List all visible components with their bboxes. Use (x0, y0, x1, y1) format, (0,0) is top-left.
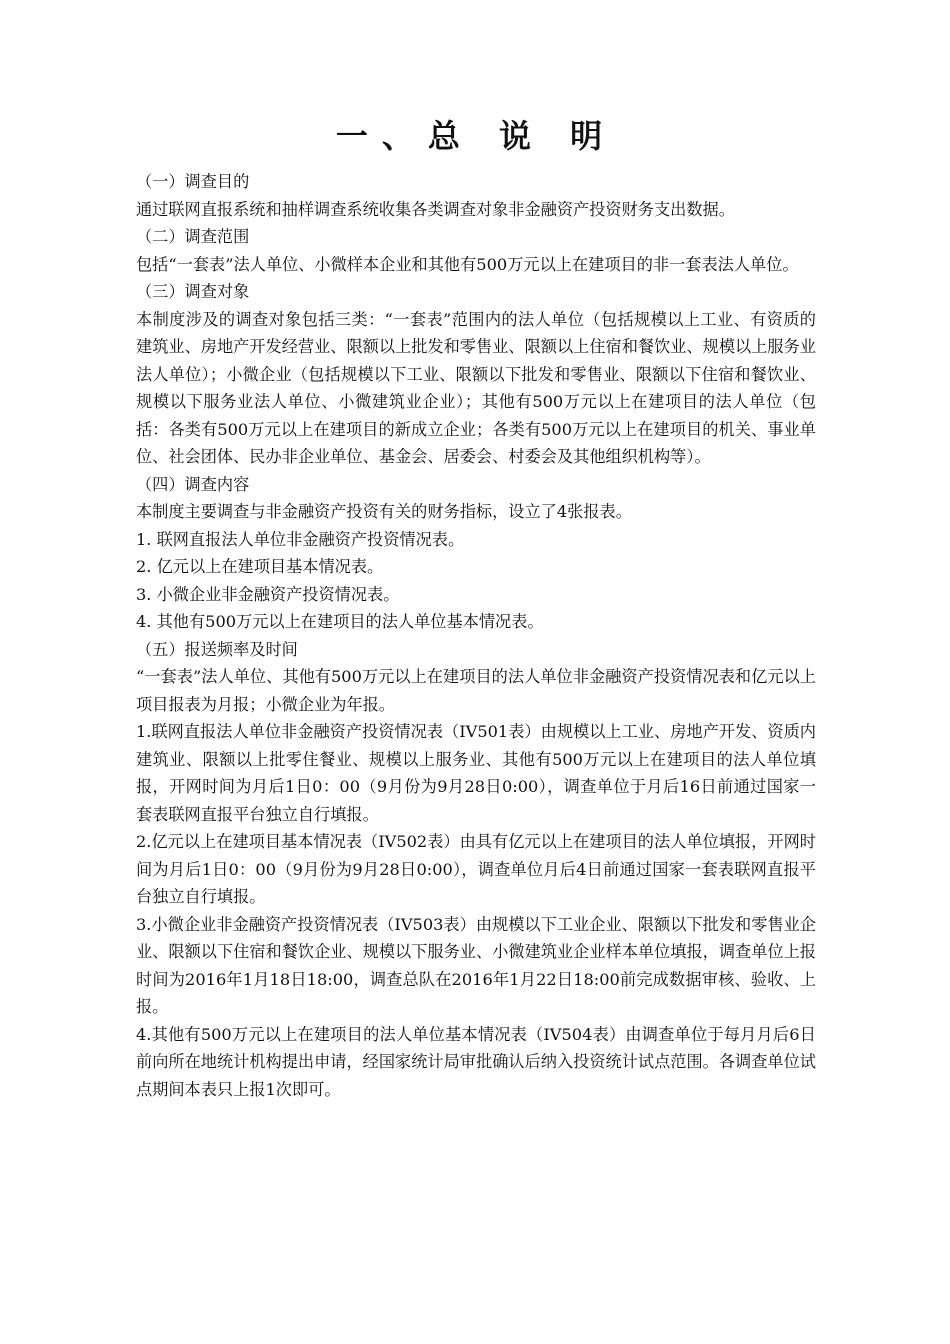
list-item: 3. 小微企业非金融资产投资情况表。 (136, 584, 400, 604)
document-page (136, 110, 816, 1103)
list-item: 4. 其他有500万元以上在建项目的法人单位基本情况表。 (136, 612, 544, 631)
list-item: 1. 联网直报法人单位非金融资产投资情况表。 (136, 529, 465, 549)
section-heading-content: （四）调查内容 (136, 474, 250, 494)
list-item: 2. 亿元以上在建项目基本情况表。 (136, 557, 384, 576)
paragraph-purpose: 通过联网直报系统和抽样调查系统收集各类调查对象非金融资产投资财务支出数据。 (136, 199, 735, 219)
section-heading-scope: （二）调查范围 (136, 227, 250, 246)
paragraph-scope: 包括“一套表”法人单位、小微样本企业和其他有500万元以上在建项目的非一套表法人单位。 (136, 254, 799, 274)
paragraph-content: 本制度主要调查与非金融资产投资有关的财务指标，设立了4张报表。 (136, 502, 632, 521)
paragraph-iv501: 1.联网直报法人单位非金融资产投资情况表（IV501表）由规模以上工业、房地产开发、资质内建筑业、限额以上批零住餐业、规模以上服务业、其他有500万元以上在建项目的法人单位填报，开网时间为月后1日0：00（9月份为9月28日0:00），调查单位于月后16日前通过国家一套表联网直报平台独立自行填报。 (136, 722, 816, 824)
paragraph-objects: 本制度涉及的调查对象包括三类：“一套表”范围内的法人单位（包括规模以上工业、有资质的建筑业、房地产开发经营业、限额以上批发和零售业、限额以上住宿和餐饮业、规模以上服务业法人单位）；小微企业（包括规模以下工业、限额以下批发和零售业、限额以下住宿和餐饮业、规模以下服务业法人单位、小微建筑业企业）；其他有500万元以上在建项目的法人单位（包括：各类有500万元以上在建项目的新成立企业；各类有500万元以上在建项目的机关、事业单位、社会团体、民办非企业单位、基金会、居委会、村委会及其他组织机构等）。 (136, 309, 816, 466)
section-heading-purpose: （一）调查目的 (136, 172, 250, 191)
paragraph-frequency: “一套表”法人单位、其他有500万元以上在建项目的法人单位非金融资产投资情况表和亿元以上项目报表为月报；小微企业为年报。 (136, 667, 816, 714)
paragraph-iv502: 2.亿元以上在建项目基本情况表（IV502表）由具有亿元以上在建项目的法人单位填报，开网时间为月后1日0：00（9月份为9月28日0:00），调查单位月后4日前通过国家一套表联网直报平台独立自行填报。 (136, 832, 816, 906)
section-heading-frequency: （五）报送频率及时间 (136, 639, 298, 659)
section-heading-objects: （三）调查对象 (136, 282, 250, 301)
page-title: 一、总 说 明 (335, 117, 617, 155)
paragraph-iv504: 4.其他有500万元以上在建项目的法人单位基本情况表（IV504表）由调查单位于每月月后6日前向所在地统计机构提出申请，经国家统计局审批确认后纳入投资统计试点范围。各调查单位试点期间本表只上报1次即可。 (136, 1024, 816, 1099)
paragraph-iv503: 3.小微企业非金融资产投资情况表（IV503表）由规模以下工业企业、限额以下批发和零售业企业、限额以下住宿和餐饮企业、规模以下服务业、小微建筑业企业样本单位填报，调查单位上报时间为2016年1月18日18:00，调查总队在2016年1月22日18:00前完成数据审核、验收、上报。 (136, 914, 816, 1016)
